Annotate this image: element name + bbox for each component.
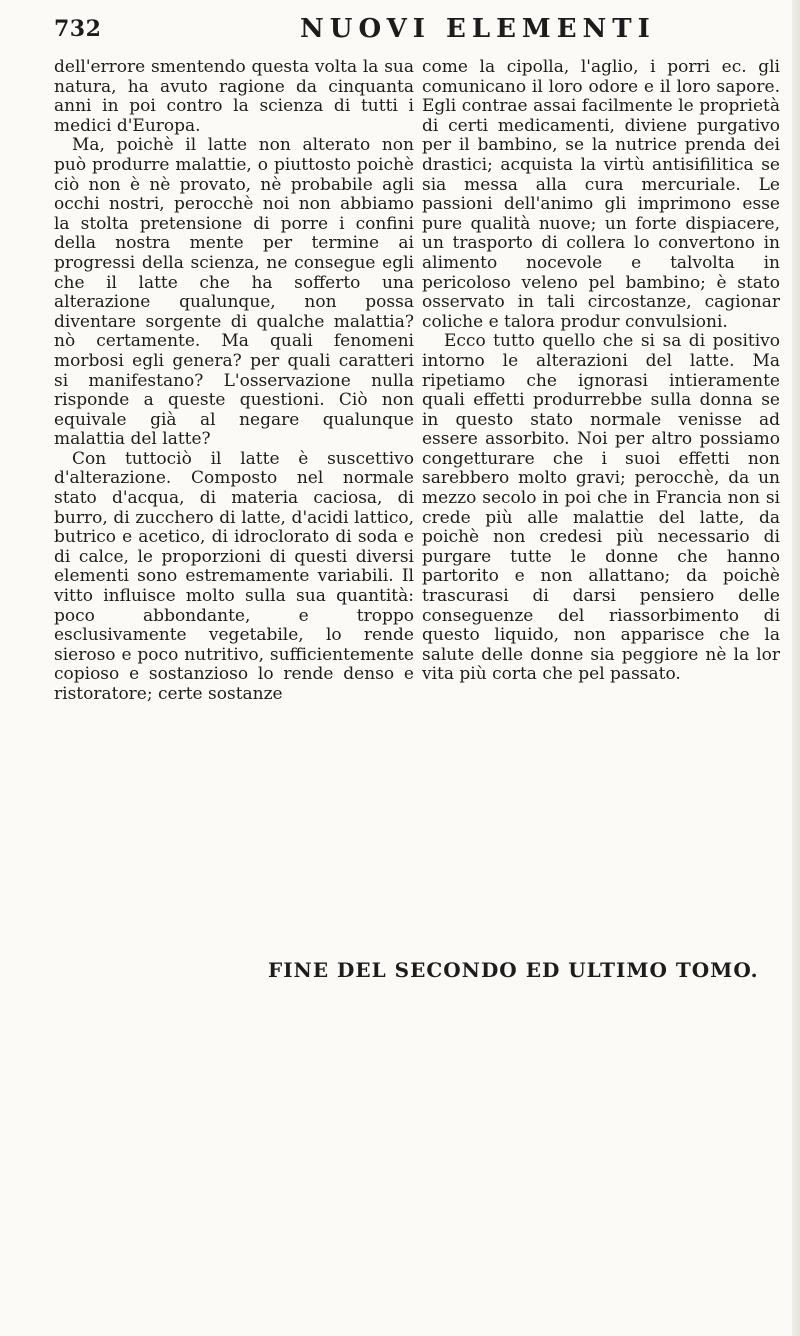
left-column [54, 58, 414, 705]
right-column [422, 58, 780, 685]
running-title: NUOVI ELEMENTI [300, 14, 656, 44]
right-paragraph-1: come la cipolla, l'aglio, i porri ec. gli comunicano il loro odore e il loro sapore. Egli contrae assai facilmente le proprietà di certi medicamenti, diviene purgativo per il bambino, se la nutrice prenda dei drastici; acquista la virtù antisifilitica se sia messa alla cura mercuriale. Le passioni dell'animo gli imprimono esse pure qualità nuove; un forte dispiacere, un trasporto di collera lo convertono in alimento nocevole e talvolta in pericoloso veleno pel bambino; è stato osservato in tali circostanze, cagionar coliche e talora produr convulsioni. [422, 57, 780, 332]
left-paragraph-1: dell'errore smentendo questa volta la sua natura, ha avuto ragione da cinquanta anni in poi contro la scienza di tutti i medici d'Europa. [54, 57, 414, 136]
closing-line: FINE DEL SECONDO ED ULTIMO TOMO. [268, 958, 759, 982]
left-paragraph-2: Ma, poichè il latte non alterato non può produrre malattie, o piuttosto poichè ciò non è nè provato, nè probabile agli occhi nostri, perocchè noi non abbiamo la stolta pretensione di porre i confini della nostra mente per termine ai progressi della scienza, ne consegue egli che il latte che ha sofferto una alterazione qualunque, non possa diventare sorgente di qualche malattia? nò certamente. Ma quali fenomeni morbosi egli genera? per quali caratteri si manifestano? L'osservazione nulla risponde a queste questioni. Ciò non equivale già al negare qualunque malattia del latte? [54, 135, 414, 450]
right-paragraph-2: Ecco tutto quello che si sa di positivo intorno le alterazioni del latte. Ma ripetiamo che ignorasi intieramente quali effetti produrrebbe sulla donna se in questo stato normale venisse ad essere assorbito. Noi per altro possiamo congetturare che i suoi effetti non sarebbero molto gravi; perocchè, da un mezzo secolo in poi che in Francia non si crede più alle malattie del latte, da poichè non credesi più necessario di purgare tutte le donne che hanno partorito e non allattano; da poichè trascurasi di darsi pensiero delle conseguenze del riassorbimento di questo liquido, non apparisce che la salute delle donne sia peggiore nè la lor vita più corta che pel passato. [422, 331, 780, 685]
page-edge [792, 0, 800, 1336]
page-number: 732 [54, 16, 102, 42]
left-paragraph-3: Con tuttociò il latte è suscettivo d'alterazione. Composto nel normale stato d'acqua, di materia caciosa, di burro, di zucchero di latte, d'acidi lattico, butrico e acetico, di idroclorato di soda e di calce, le proporzioni di questi diversi elementi sono estremamente variabili. Il vitto influisce molto sulla sua quantità: poco abbondante, e troppo esclusivamente vegetabile, lo rende sieroso e poco nutritivo, sufficientemente copioso e sostanzioso lo rende denso e ristoratore; certe sostanze [54, 448, 414, 704]
